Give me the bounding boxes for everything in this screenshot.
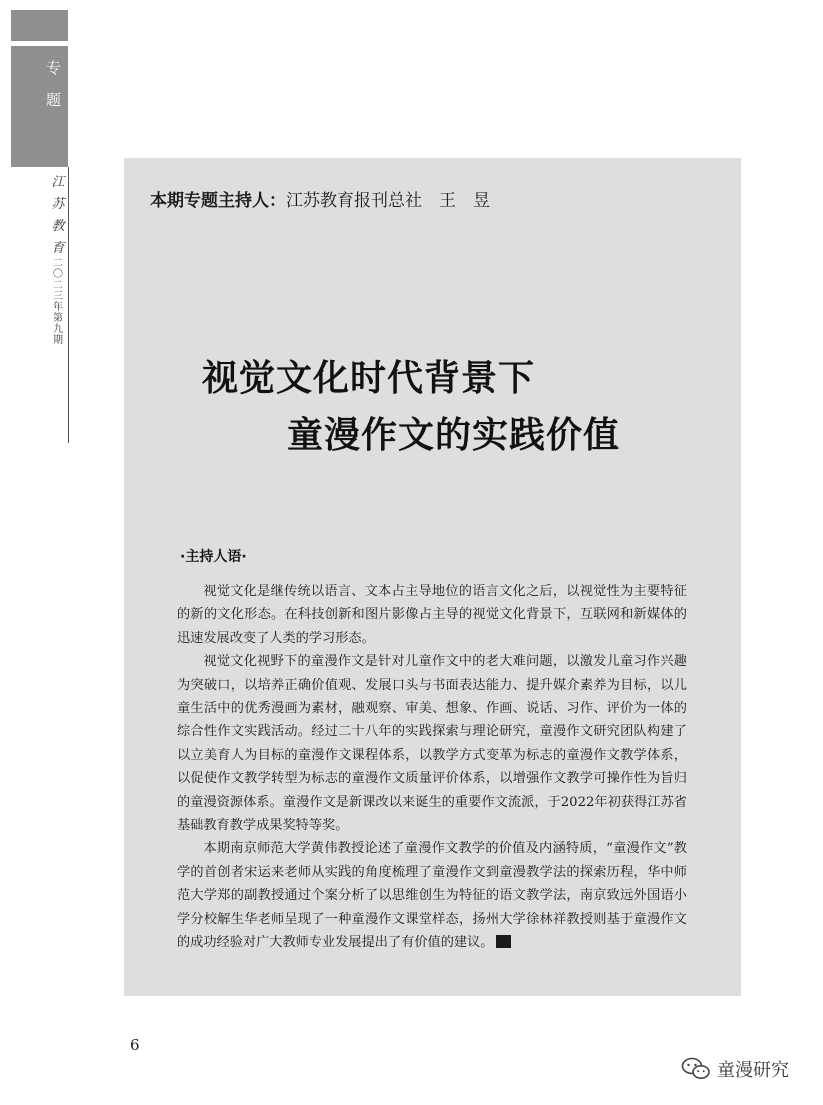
paragraph-1: 视觉文化是继传统以语言、文本占主导地位的语言文化之后，以视觉性为主要特征的新的文化形态。在科技创新和图片影像占主导的视觉文化背景下，互联网和新媒体的迅速发展改变了人类的学习形态。 (177, 584, 687, 646)
paragraph-3-wrap (177, 837, 687, 954)
page-number: 6 (130, 1036, 140, 1054)
feature-panel (124, 158, 741, 996)
article-body (177, 580, 687, 955)
end-of-article-icon (496, 935, 511, 948)
host-label: 本期专题主持人： (150, 191, 286, 211)
title-line-1: 视觉文化时代背景下 (202, 358, 536, 399)
watermark (681, 1056, 789, 1082)
title-line-2: 童漫作文的实践价值 (287, 415, 621, 456)
margin-divider (68, 167, 69, 443)
top-margin-bar (11, 10, 68, 41)
paragraph-2: 视觉文化视野下的童漫作文是针对儿童作文中的老大难问题，以激发儿童习作兴趣为突破口，以培养正确价值观、发展口头与书面表达能力、提升媒介素养为目标，以儿童生活中的优秀漫画为素材，融观察、审美、想象、作画、说话、习作、评价为一体的综合性作文实践活动。经过二十八年的实践探索与理论研究，童漫作文研究团队构建了以立美育人为目标的童漫作文课程体系，以教学方式变革为标志的童漫作文教学体系，以促使作文教学转型为标志的童漫作文质量评价体系，以增强作文教学可操作性为旨归的童漫资源体系。童漫作文是新课改以来诞生的重要作文流派，于2022年初获得江苏省基础教育教学成果奖特等奖。 (177, 654, 687, 834)
host-line (150, 186, 490, 211)
issue-label: 二〇二三年第九期 (53, 258, 63, 346)
watermark-text: 童漫研究 (717, 1060, 789, 1081)
section-label: ·主持人语· (180, 549, 247, 565)
paragraph-3: 本期南京师范大学黄伟教授论述了童漫作文教学的价值及内涵特质，“童漫作文”教学的首创者宋运来老师从实践的角度梳理了童漫作文到童漫教学法的探索历程，华中师范大学郑的副教授通过个案分析了以思维创生为特征的语文教学法，南京致远外国语小学分校解生华老师呈现了一种童漫作文课堂样态，扬州大学徐林祥教授则基于童漫作文的成功经验对广大教师专业发展提出了有价值的建议。 (177, 841, 687, 951)
host-name: 江苏教育报刊总社 王 昱 (286, 191, 490, 211)
wechat-icon (681, 1057, 711, 1081)
topic-tab-char-2: 题 (46, 91, 62, 109)
journal-name: 江苏教育 (51, 175, 65, 256)
topic-tab (11, 46, 68, 167)
topic-tab-char-1: 专 (46, 59, 62, 77)
